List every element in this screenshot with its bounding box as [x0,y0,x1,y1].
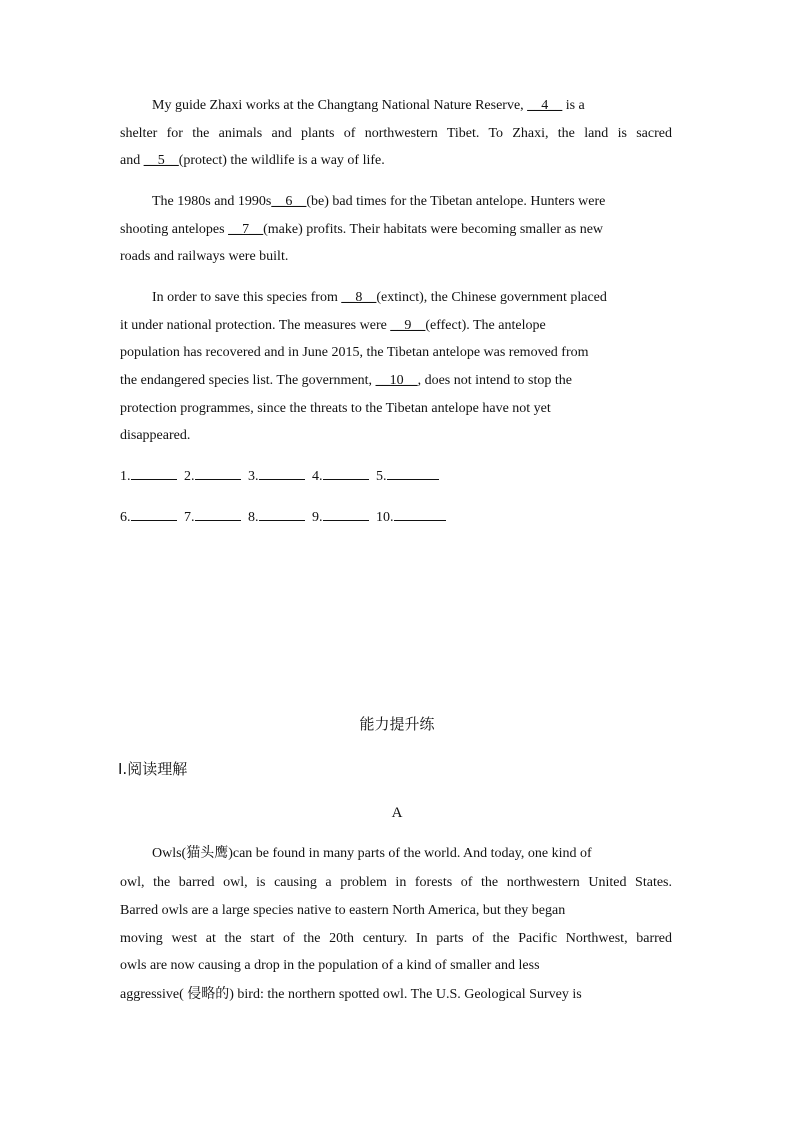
answer-slot: 4. [312,469,369,484]
cloze-p1-line3: and __5__(protect) the wildlife is a way of life. [120,153,385,168]
passage-a-line5: owls are now causing a drop in the population of a kind of smaller and less [120,958,540,973]
cloze-p3-line6: disappeared. [120,428,191,443]
section-title: 能力提升练 [359,715,435,733]
blank-9: __9__ [390,318,426,333]
answer-slot: 9. [312,510,369,525]
cloze-p2-line2: shooting antelopes __7__(make) profits. Their habitats were becoming smaller as new [120,222,604,237]
blank-4: __4__ [527,98,563,113]
answer-slot: 3. [248,469,305,484]
blank-10: __10__ [375,373,418,388]
cloze-p2-line3: roads and railways were built. [120,249,289,264]
answer-slot: 10. [376,510,446,525]
cloze-p3-line4: the endangered species list. The government, __10__, does not intend to stop the [120,373,572,388]
cloze-p1-line2: shelter for the animals and plants of northwestern Tibet. To Zhaxi, the land is sacred [120,126,672,141]
blank-7: __7__ [228,222,264,237]
blank-8: __8__ [341,290,377,305]
passage-a-line3: Barred owls are a large species native to eastern North America, but they began [120,903,566,918]
passage-letter: A [391,805,403,821]
passage-a-line4: moving west at the start of the 20th century. In parts of the Pacific Northwest, barred [120,931,672,946]
answer-row-1 [120,467,443,487]
passage-a-line6: aggressive( 侵略的) bird: the northern spotted owl. The U.S. Geological Survey is [120,987,582,1002]
cloze-p3-line3: population has recovered and in June 2015, the Tibetan antelope was removed from [120,345,589,360]
answer-slot: 1. [120,469,177,484]
passage-a-line1: Owls(猫头鹰)can be found in many parts of the world. And today, one kind of [152,846,592,861]
answer-row-2 [120,508,450,528]
answer-slot: 2. [184,469,241,484]
blank-5: __5__ [143,153,179,168]
answer-slot: 5. [376,469,439,484]
cloze-p3-line2: it under national protection. The measures were __9__(effect). The antelope [120,318,546,333]
part-heading: Ⅰ.阅读理解 [118,760,188,778]
answer-slot: 6. [120,510,177,525]
answer-slot: 8. [248,510,305,525]
cloze-p2-line1: The 1980s and 1990s__6__(be) bad times for the Tibetan antelope. Hunters were [152,194,606,209]
cloze-p3-line1: In order to save this species from __8__(extinct), the Chinese government placed [152,290,607,305]
passage-a-line2: owl, the barred owl, is causing a problem in forests of the northwestern United States. [120,875,672,890]
cloze-p1-line1: My guide Zhaxi works at the Changtang National Nature Reserve, __4__ is a [152,98,585,113]
blank-6: __6__ [271,194,307,209]
answer-slot: 7. [184,510,241,525]
cloze-p3-line5: protection programmes, since the threats to the Tibetan antelope have not yet [120,401,551,416]
